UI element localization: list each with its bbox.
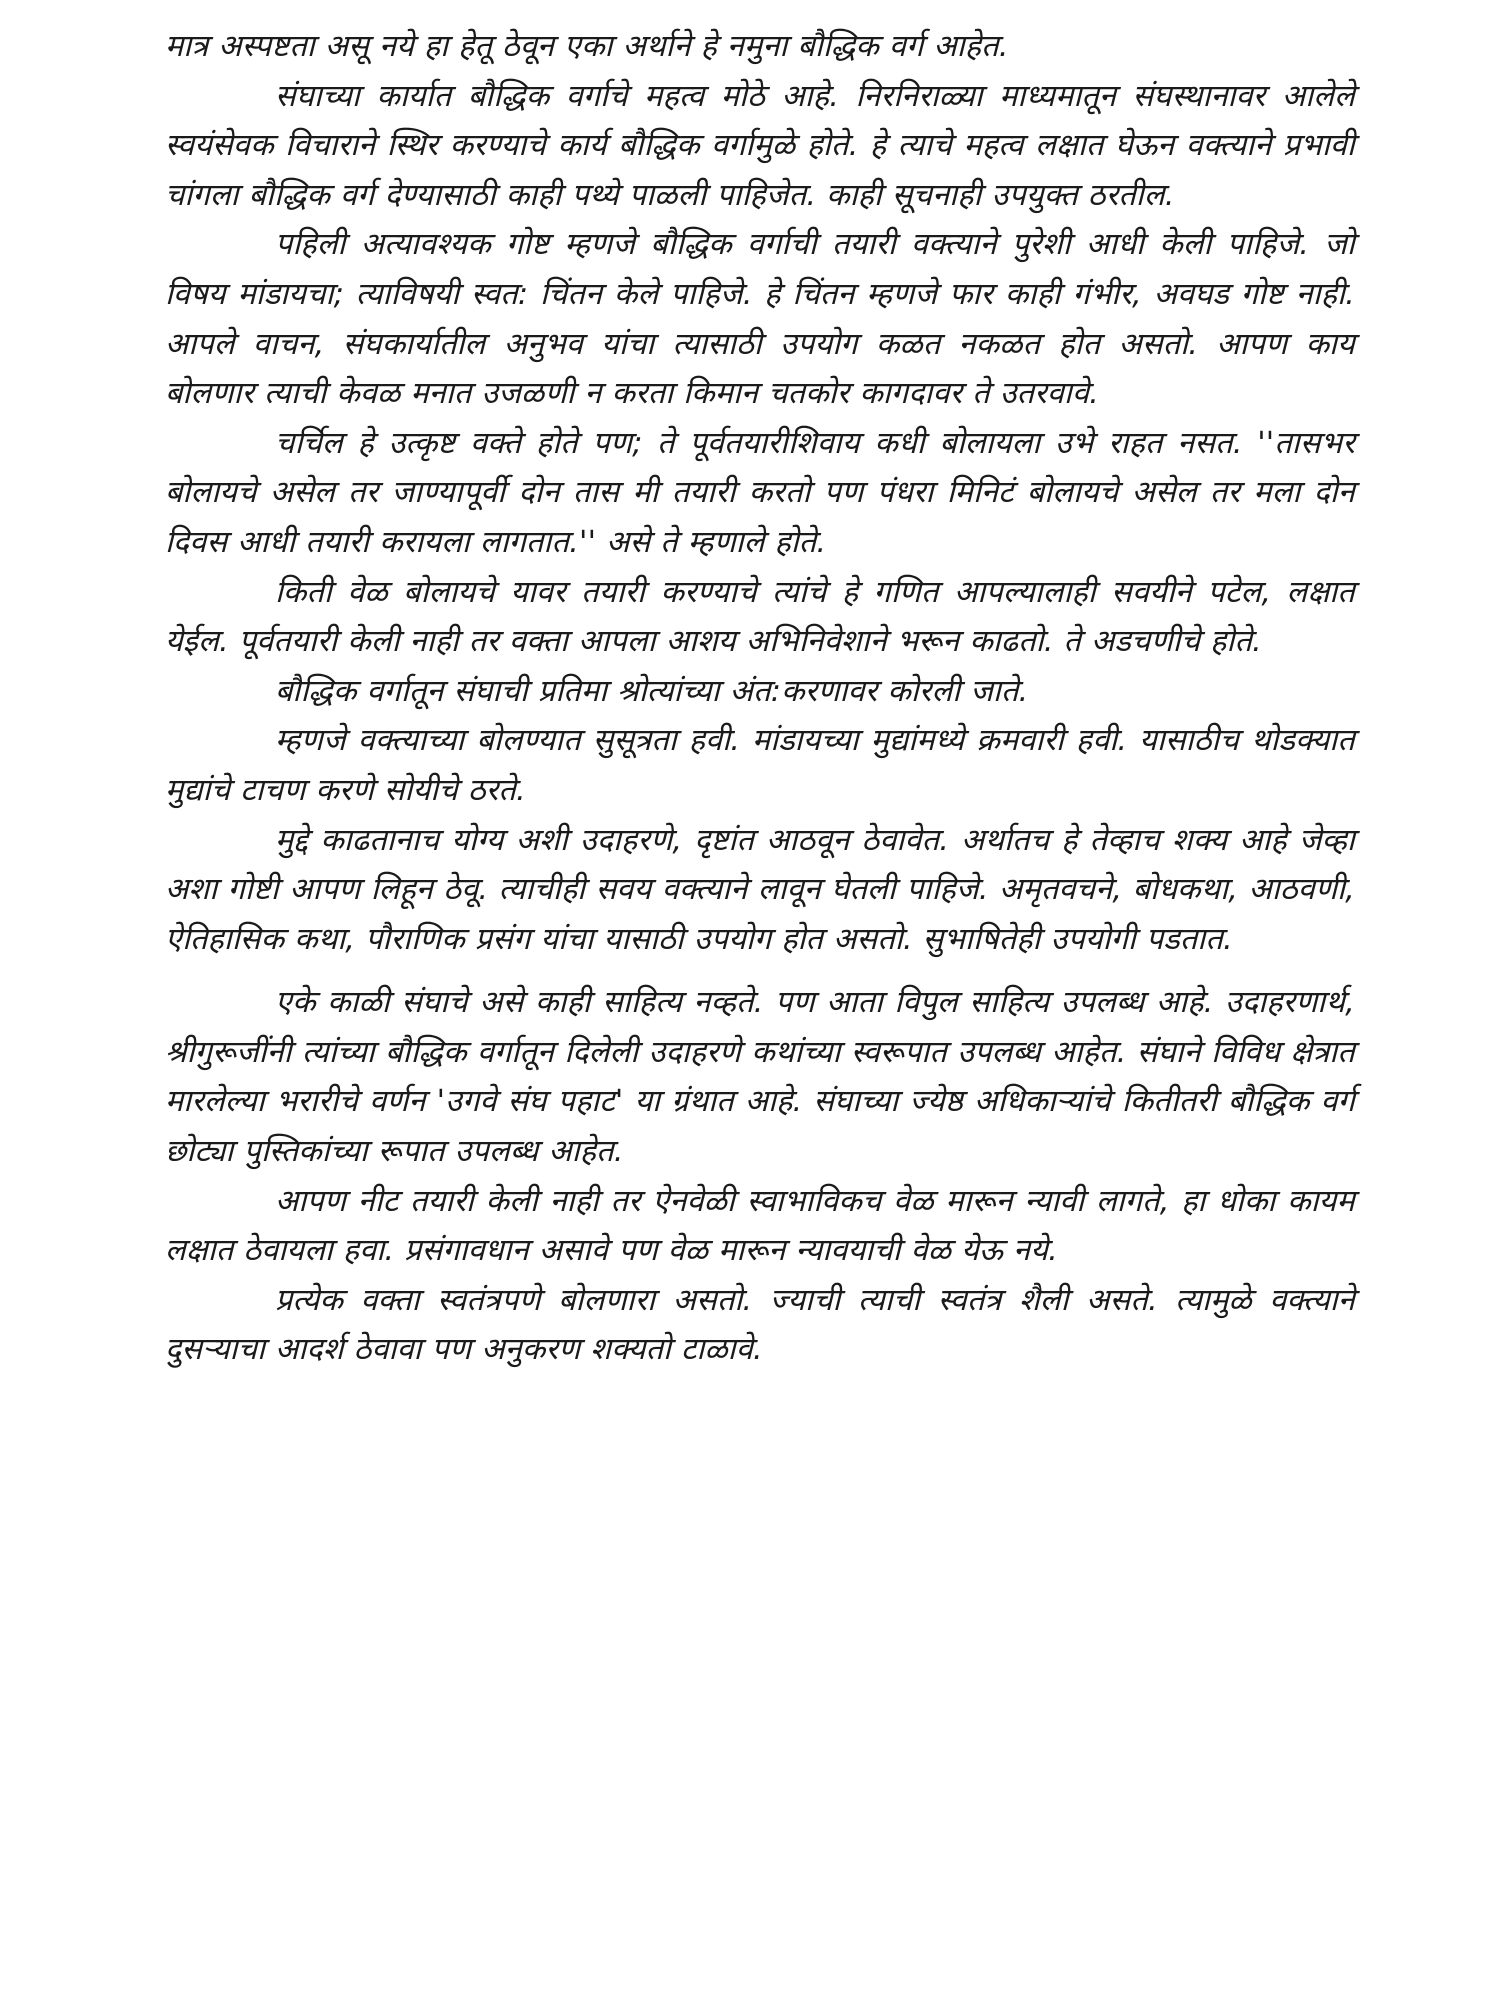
paragraph-continuation: मात्र अस्पष्टता असू नये हा हेतू ठेवून एका अर्थाने हे नमुना बौद्धिक वर्ग आहेत. — [165, 29, 1009, 64]
paragraph-literature: एके काळी संघाचे असे काही साहित्य नव्हते. पण आता विपुल साहित्य उपलब्ध आहे. उदाहरणार्थ, श्रीगुरूजींनी त्यांच्या बौद्धिक वर्गातून दिलेली उदाहरणे कथांच्या स्वरूपात उपलब्ध आहेत. संघाने विविध क्षेत्रात मारलेल्या भरारीचे वर्णन 'उगवे संघ पहाट' या ग्रंथात आहे. संघाच्या ज्येष्ठ अधिकाऱ्यांचे कितीतरी बौद्धिक वर्ग छोट्या पुस्तिकांच्या रूपात उपलब्ध आहेत. — [165, 985, 1355, 1170]
paragraph-presence-of-mind: आपण नीट तयारी केली नाही तर ऐनवेळी स्वाभाविकच वेळ मारून न्यावी लागते, हा धोका कायम लक्षात ठेवायला हवा. प्रसंगावधान असावे पण वेळ मारून न्यावयाची वेळ येऊ नये. — [165, 1183, 1355, 1269]
paragraph-churchill: चर्चिल हे उत्कृष्ट वक्ते होते पण; ते पूर्वतयारीशिवाय कधी बोलायला उभे राहत नसत. ''तासभर बोलायचे असेल तर जाण्यापूर्वी दोन तास मी तयारी करतो पण पंधरा मिनिटं बोलायचे असेल तर मला दोन दिवस आधी तयारी करायला लागतात.'' असे ते म्हणाले होते. — [165, 425, 1355, 560]
paragraph-time-calculation: किती वेळ बोलायचे यावर तयारी करण्याचे त्यांचे हे गणित आपल्यालाही सवयीने पटेल, लक्षात येईल. पूर्वतयारी केली नाही तर वक्ता आपला आशय अभिनिवेशाने भरून काढतो. ते अडचणीचे होते. — [165, 574, 1355, 660]
paragraph-own-style: प्रत्येक वक्ता स्वतंत्रपणे बोलणारा असतो. ज्याची त्याची स्वतंत्र शैली असते. त्यामुळे वक्त्याने दुसऱ्याचा आदर्श ठेवावा पण अनुकरण शक्यतो टाळावे. — [165, 1282, 1355, 1368]
paragraph-examples: मुद्दे काढतानाच योग्य अशी उदाहरणे, दृष्टांत आठवून ठेवावेत. अर्थातच हे तेव्हाच शक्य आहे जेव्हा अशा गोष्टी आपण लिहून ठेवू. त्याचीही सवय वक्त्याने लावून घेतली पाहिजे. अमृतवचने, बोधकथा, आठवणी, ऐतिहासिक कथा, पौराणिक प्रसंग यांचा यासाठी उपयोग होत असतो. सुभाषितेही उपयोगी पडतात. — [165, 822, 1355, 957]
paragraph-sangh-image: बौद्धिक वर्गातून संघाची प्रतिमा श्रोत्यांच्या अंत:करणावर कोरली जाते. — [275, 673, 1029, 709]
document-body — [165, 22, 1355, 1375]
paragraph-preparation: पहिली अत्यावश्यक गोष्ट म्हणजे बौद्धिक वर्गाची तयारी वक्त्याने पुरेशी आधी केली पाहिजे. जो विषय मांडायचा; त्याविषयी स्वत: चिंतन केले पाहिजे. हे चिंतन म्हणजे फार काही गंभीर, अवघड गोष्ट नाही. आपले वाचन, संघकार्यातील अनुभव यांचा त्यासाठी उपयोग कळत नकळत होत असतो. आपण काय बोलणार त्याची केवळ मनात उजळणी न करता किमान चतकोर कागदावर ते उतरवावे. — [165, 227, 1355, 412]
paragraph-importance-of-bauddhik: संघाच्या कार्यात बौद्धिक वर्गाचे महत्व मोठे आहे. निरनिराळ्या माध्यमातून संघस्थानावर आलेले स्वयंसेवक विचाराने स्थिर करण्याचे कार्य बौद्धिक वर्गामुळे होते. हे त्याचे महत्व लक्षात घेऊन वक्त्याने प्रभावी चांगला बौद्धिक वर्ग देण्यासाठी काही पथ्ये पाळली पाहिजेत. काही सूचनाही उपयुक्त ठरतील. — [165, 78, 1355, 213]
paragraph-coherence: म्हणजे वक्त्याच्या बोलण्यात सुसूत्रता हवी. मांडायच्या मुद्यांमध्ये क्रमवारी हवी. यासाठीच थोडक्यात मुद्यांचे टाचण करणे सोयीचे ठरते. — [165, 723, 1355, 808]
